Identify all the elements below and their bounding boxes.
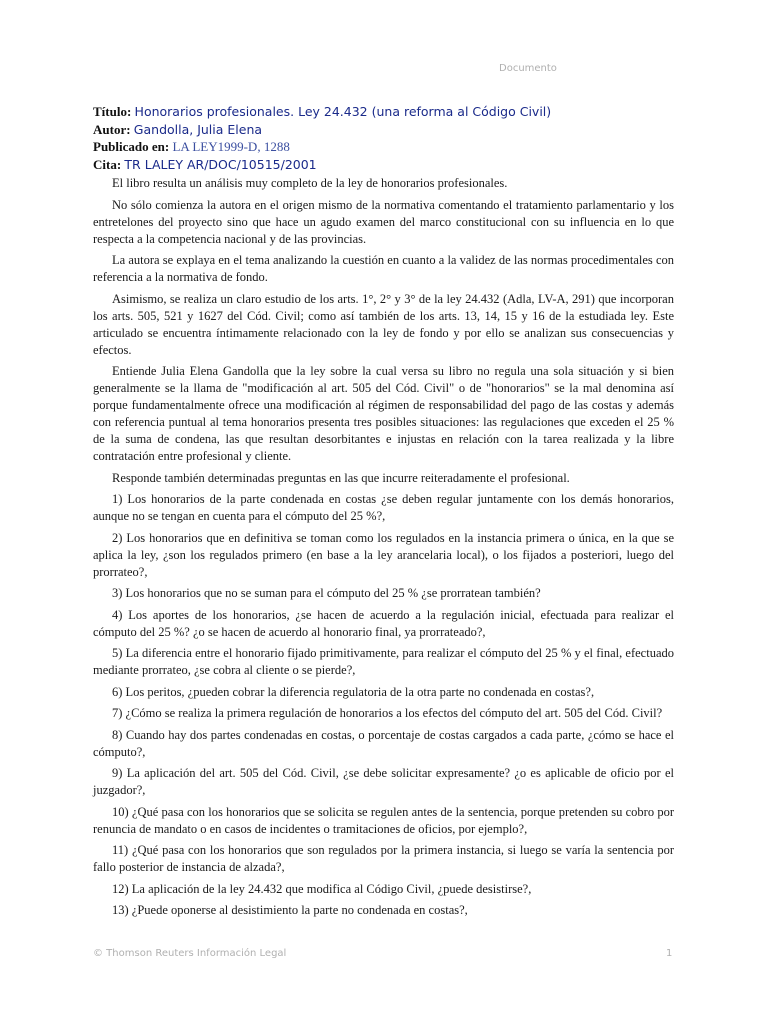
author-label: Autor: (93, 121, 131, 137)
citation-reference[interactable]: TR LALEY AR/DOC/10515/2001 (124, 156, 317, 172)
citation-label: Cita: (93, 156, 122, 172)
question-item: 9) La aplicación del art. 505 del Cód. Civil, ¿se debe solicitar expresamente? ¿o es aplicable de oficio por el juzgador?, (93, 766, 674, 797)
question-item: 8) Cuando hay dos partes condenadas en costas, o porcentaje de costas cargados a cada parte, ¿cómo se hace el cómputo?, (93, 727, 674, 759)
paragraph: No sólo comienza la autora en el origen mismo de la normativa comentando el tratamiento parlamentario y los entretelones del proyecto sino que hace un agudo examen del marco constitucional con su influencia en lo que respecta a la competencia nacional y de las provincias. (93, 197, 674, 246)
published-line (93, 138, 674, 156)
question-item: 7) ¿Cómo se realiza la primera regulación de honorarios a los efectos del cómputo del art. 505 del Cód. Civil? (112, 706, 663, 720)
paragraph: El libro resulta un análisis muy completo de la ley de honorarios profesionales. (112, 176, 508, 190)
author-name[interactable]: Gandolla, Julia Elena (133, 121, 263, 137)
question-item: 1) Los honorarios de la parte condenada en costas ¿se deben regular juntamente con los demás honorarios, aunque no se tengan en cuenta para el cómputo del 25 %?, (93, 492, 674, 523)
question-item: 5) La diferencia entre el honorario fijado primitivamente, para realizar el cómputo del 25 % y el final, efectuado mediante prorrateo, ¿se cobra al cliente o se pierde?, (93, 646, 674, 677)
title-label: Título: (93, 104, 132, 119)
paragraph: Asimismo, se realiza un claro estudio de los arts. 1°, 2° y 3° de la ley 24.432 (Adla, LV-A, 291) que incorporan los arts. 505, 521 y 1627 del Cód. Civil; como así también de los arts. 13, 14, 15 y 16 de la estudiada ley. Este articulado se encuentra íntimamente relacionado con la ley de fondo y por ello se analizan sus consecuencias y efectos. (93, 291, 674, 357)
citation-line (93, 156, 674, 174)
author-line (93, 121, 674, 139)
paragraph: Responde también determinadas preguntas en las que incurre reiteradamente el profesional. (112, 470, 570, 485)
footer-copyright: © Thomson Reuters Información Legal (93, 948, 287, 959)
question-item: 10) ¿Qué pasa con los honorarios que se solicita se regulen antes de la sentencia, porque pretenden su cobro por renuncia de mandato o en casos de incidentes o tramitaciones de oficios, por ejemplo?, (93, 804, 674, 836)
paragraph: La autora se explaya en el tema analizando la cuestión en cuanto a la validez de las normas procedimentales con referencia a la normativa de fondo. (93, 253, 674, 284)
question-item: 3) Los honorarios que no se suman para el cómputo del 25 % ¿se prorratean también? (112, 586, 541, 600)
paragraph: Entiende Julia Elena Gandolla que la ley sobre la cual versa su libro no regula una sola situación y si bien generalmente se la llama de "modificación al art. 505 del Cód. Civil" o de "honorarios" se la mal denomina así porque fundamentalmente ofrece una modificación al régimen de responsabilidad del pago de las costas y además con referencia puntual al tema honorarios presenta tres posibles situaciones: las regulaciones que exceden el 25 % de la suma de condena, las que resultan desorbitantes e injustas en relación con la tarea realizada y la libre contratación entre profesional y cliente. (93, 364, 674, 463)
question-item: 6) Los peritos, ¿pueden cobrar la diferencia regulatoria de la otra parte no condenada en costas?, (112, 684, 595, 699)
published-label: Publicado en: (93, 139, 170, 154)
document-title[interactable]: Honorarios profesionales. Ley 24.432 (una reforma al Código Civil) (134, 104, 552, 119)
title-line (93, 103, 674, 121)
question-item: 2) Los honorarios que en definitiva se toman como los regulados en la instancia primera o única, en la que se aplica la ley, ¿son los regulados primero (en base a la ley arancelaria local), o los fijados a posteriori, luego del prorrateo?, (93, 530, 674, 579)
question-item: 11) ¿Qué pasa con los honorarios que son regulados por la primera instancia, si luego se varía la sentencia por fallo posterior de instancia de alzada?, (93, 843, 674, 874)
page-number: 1 (666, 948, 673, 959)
document-body (93, 175, 674, 924)
question-item: 12) La aplicación de la ley 24.432 que modifica al Código Civil, ¿puede desistirse?, (112, 881, 532, 896)
question-item: 4) Los aportes de los honorarios, ¿se hacen de acuerdo a la regulación inicial, efectuada para realizar el cómputo del 25 %? ¿o se hacen de acuerdo al honorario final, ya prorrateado?, (93, 607, 674, 639)
header-label: Documento (499, 63, 557, 74)
published-source[interactable]: LA LEY1999-D, 1288 (172, 139, 290, 154)
question-item: 13) ¿Puede oponerse al desistimiento la parte no condenada en costas?, (112, 903, 468, 917)
document-metadata (93, 103, 674, 173)
